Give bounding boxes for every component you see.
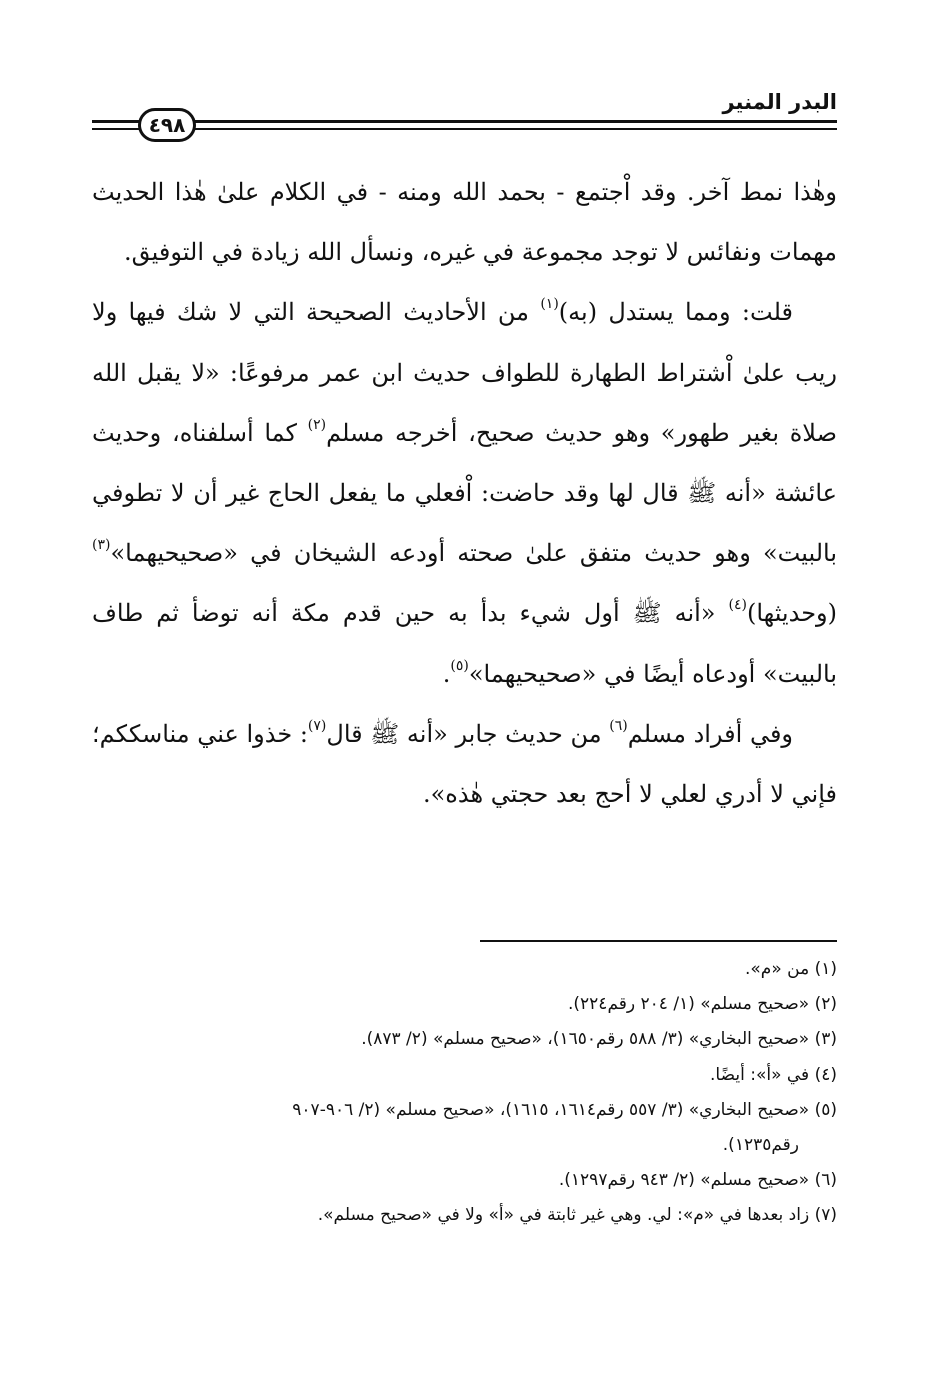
footnote-text: (٦) «صحيح مسلم» (٢/ ٩٤٣ رقم١٢٩٧). [558, 1170, 837, 1191]
footnote-ref-3[interactable]: (٣) [92, 537, 111, 554]
paragraph-2 [92, 282, 837, 703]
paragraph-2-part-a: قلت: ومما يستدل (به) [558, 298, 793, 327]
footnote-separator [480, 940, 837, 942]
paragraph-2-part-e: «أنه ﷺ أول شيء بدأ به حين قدم مكة أنه توضأ ثم طاف بالبيت» أودعاه أيضًا في «صحيحيهما» [92, 599, 837, 688]
paragraph-3-part-c: : خذوا عني مناسككم؛ فإني لا أدري لعلي لا أحج بعد حجتي هٰذه». [92, 719, 837, 809]
footnote-text: (١) من «م». [745, 959, 837, 979]
footnote-ref-1[interactable]: (١) [540, 296, 559, 313]
main-text [92, 162, 837, 824]
footnote-ref-5[interactable]: (٥) [450, 657, 469, 674]
footnote-text: (٥) «صحيح البخاري» (٣/ ٥٥٧ رقم١٦١٤، ١٦١٥)، «صحيح مسلم» (٢/ ٩٠٦-٩٠٧ [292, 1099, 837, 1120]
paragraph-3-part-b: من حديث جابر «أنه ﷺ قال [326, 719, 610, 748]
header-rule-thick [92, 120, 837, 123]
footnote-ref-6[interactable]: (٦) [609, 717, 628, 734]
paragraph-3-part-a: وفي أفراد مسلم [627, 719, 794, 748]
footnote-text: (٤) في «أ»: أيضًا. [710, 1064, 837, 1085]
footnote-ref-7[interactable]: (٧) [307, 717, 327, 734]
footnote-ref-2[interactable]: (٢) [307, 416, 327, 433]
footnote-3 [92, 1022, 837, 1057]
footnote-1 [92, 952, 837, 987]
footnote-2 [92, 987, 837, 1022]
paragraph-3 [92, 704, 837, 824]
paragraph-2-part-b: من الأحاديث الصحيحة التي لا شك فيها ولا ريب علىٰ اْشتراط الطهارة للطواف حديث ابن عمر مرفوعًا: «لا يقبل الله صلاة بغير طهور» وهو حديث صحيح، أخرجه مسلم [92, 298, 838, 447]
page-header [92, 88, 837, 158]
footnote-4 [92, 1058, 837, 1093]
paragraph-1: وهٰذا نمط آخر. وقد اْجتمع - بحمد الله ومنه - في الكلام علىٰ هٰذا الحديث مهمات ونفائس لا توجد مجموعة في غيره، ونسأل الله زيادة في التوفيق. [92, 178, 837, 267]
footnote-5 [92, 1093, 837, 1163]
footnote-ref-4[interactable]: (٤) [728, 597, 747, 614]
footnote-text: (٧) زاد بعدها في «م»: لي. وهي غير ثابتة في «أ» ولا في «صحيح مسلم». [317, 1205, 837, 1226]
footnote-continuation: رقم١٢٣٥). [722, 1135, 799, 1156]
footnote-text: (٣) «صحيح البخاري» (٣/ ٥٨٨ رقم١٦٥٠)، «صحيح مسلم» (٢/ ٨٧٣). [361, 1029, 837, 1050]
footnote-6 [92, 1163, 837, 1198]
footnote-text: (٢) «صحيح مسلم» (١/ ٢٠٤ رقم٢٢٤). [568, 994, 837, 1015]
paragraph-2-part-c: كما أسلفناه، وحديث عائشة «أنه ﷺ قال لها وقد حاضت: اْفعلي ما يفعل الحاج غير أن لا تطوفي بالبيت» وهو حديث متفق علىٰ صحته أودعه الشيخان في «صحيحيهما» [92, 418, 837, 568]
footnote-7 [92, 1198, 837, 1233]
header-rule-thin [92, 128, 837, 130]
paragraph-2-part-d: (وحديثها) [746, 599, 837, 628]
running-title: البدر المنير [722, 90, 837, 114]
page-number: ٤٩٨ [138, 108, 196, 142]
paragraph-2-part-f: . [442, 659, 451, 688]
footnotes [92, 952, 837, 1234]
